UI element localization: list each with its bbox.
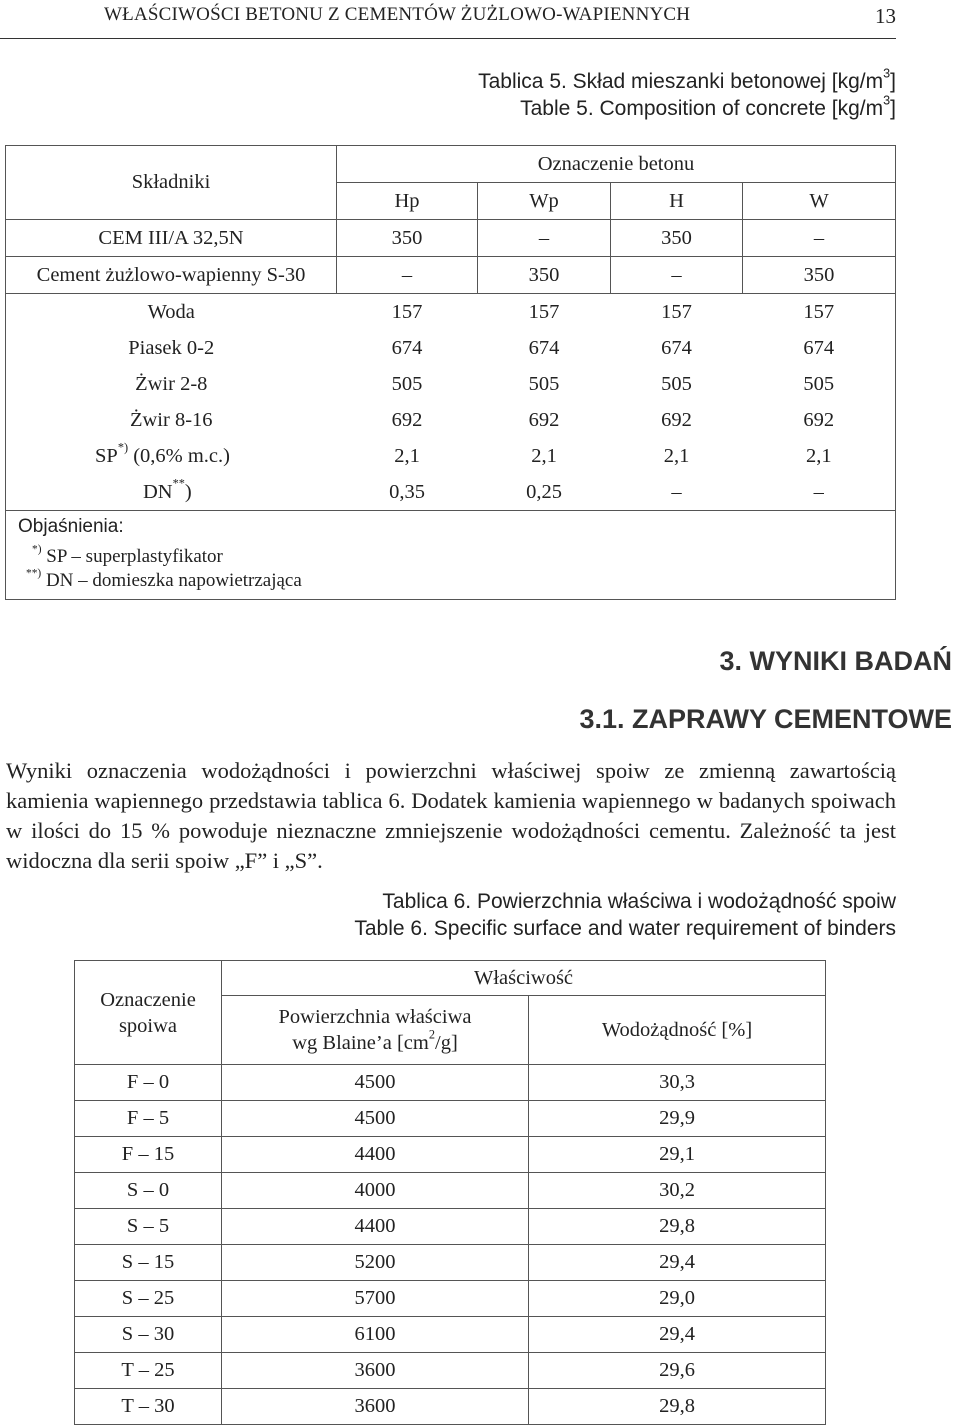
cell: 157 (391, 300, 423, 323)
cell: 692 (743, 402, 896, 438)
table5-caption-pl: Tablica 5. Skład mieszanki betonowej $[kg/m^3]$ (478, 66, 896, 93)
row-label: Woda (6, 294, 337, 331)
surface-value: 3600 (222, 1353, 529, 1389)
surface-value: 4400 (222, 1209, 529, 1245)
table6-group-header: Właściwość (222, 961, 826, 996)
cell: 692 (391, 408, 423, 431)
row-label: Cement żużlowo-wapienny S-30 (6, 257, 337, 294)
row-label: Żwir 2-8 (6, 366, 337, 402)
water-value: 30,3 (529, 1065, 826, 1101)
table-row (75, 1173, 826, 1209)
cell: 505 (391, 372, 423, 395)
table5-col-header: H (611, 183, 743, 220)
cell: 350 (337, 220, 478, 257)
cell: 692 (661, 408, 692, 431)
row-label: DN**) (6, 474, 337, 511)
cell: 2,1 (394, 444, 420, 467)
water-value: 29,0 (529, 1281, 826, 1317)
table-row (6, 220, 896, 257)
cell: 674 (743, 330, 896, 366)
table-row (6, 366, 896, 402)
surface-value: 6100 (222, 1317, 529, 1353)
water-value: 29,4 (529, 1245, 826, 1281)
surface-value: 4500 (222, 1065, 529, 1101)
table-row (6, 438, 896, 474)
cell: 157 (528, 300, 560, 323)
water-value: 29,8 (529, 1209, 826, 1245)
note-dn: **) DN – domieszka napowietrzająca (26, 567, 302, 591)
cell: 157 (661, 300, 692, 323)
table6-caption-pl: Tablica 6. Powierzchnia właściwa i wodożądność spoiw (382, 890, 896, 913)
table5-group-header: Oznaczenie betonu (337, 146, 896, 183)
water-value: 29,9 (529, 1101, 826, 1137)
cell: 505 (661, 372, 692, 395)
cell: – (743, 474, 896, 511)
row-label: CEM III/A 32,5N (6, 220, 337, 257)
table-row (6, 330, 896, 366)
binder-label: T – 30 (75, 1389, 222, 1425)
cell: 157 (743, 294, 896, 331)
row-label: SP*) (0,6% m.c.) (6, 438, 337, 474)
table-row (75, 1389, 826, 1425)
binder-label: F – 15 (75, 1137, 222, 1173)
page-number: 13 (875, 4, 896, 28)
table5-caption (478, 68, 896, 122)
surface-value: 5200 (222, 1245, 529, 1281)
table6-caption-en: Table 6. Specific surface and water requirement of binders (354, 917, 896, 940)
table6 (74, 960, 826, 1425)
row-label: Żwir 8-16 (6, 402, 337, 438)
binder-label: S – 30 (75, 1317, 222, 1353)
table-row (75, 1353, 826, 1389)
table5-col-header: W (743, 183, 896, 220)
cell: 2,1 (663, 444, 690, 467)
surface-value: 4000 (222, 1173, 529, 1209)
table-row (6, 474, 896, 511)
cell: – (611, 257, 743, 294)
cell: 674 (661, 336, 692, 359)
note-sp: *) SP – superplastyfikator (32, 543, 223, 567)
table5-col-header: Hp (337, 183, 478, 220)
water-value: 29,6 (529, 1353, 826, 1389)
cell: – (337, 257, 478, 294)
table5 (5, 145, 896, 600)
table-row (6, 402, 896, 438)
water-value: 30,2 (529, 1173, 826, 1209)
binder-label: F – 0 (75, 1065, 222, 1101)
binder-label: F – 5 (75, 1101, 222, 1137)
table-row (75, 1209, 826, 1245)
table-row (75, 1317, 826, 1353)
table-row (6, 257, 896, 294)
table-row (75, 1281, 826, 1317)
table6-caption (354, 888, 896, 942)
surface-value: 4400 (222, 1137, 529, 1173)
cell: 350 (611, 220, 743, 257)
surface-value: 3600 (222, 1389, 529, 1425)
table-row (75, 1245, 826, 1281)
cell: 505 (528, 372, 560, 395)
cell: 692 (528, 408, 560, 431)
cell: 674 (528, 336, 560, 359)
table-row (75, 1101, 826, 1137)
cell: 2,1 (531, 444, 557, 467)
surface-value: 4500 (222, 1101, 529, 1137)
cell: – (671, 480, 682, 503)
row-label: Piasek 0-2 (6, 330, 337, 366)
running-header (0, 0, 896, 39)
water-value: 29,8 (529, 1389, 826, 1425)
cell: 0,35 (389, 480, 425, 503)
table5-notes (6, 511, 896, 600)
table-row (6, 294, 896, 331)
table-row (75, 1065, 826, 1101)
cell: – (478, 220, 611, 257)
cell: 505 (743, 366, 896, 402)
binder-label: S – 15 (75, 1245, 222, 1281)
table5-col-header: Wp (478, 183, 611, 220)
table6-col1-header: Oznaczenie spoiwa (75, 961, 222, 1065)
notes-title: Objaśnienia: (18, 516, 124, 537)
table5-caption-en: Table 5. Composition of concrete $[kg/m^3]$ (520, 93, 896, 120)
table6-col3-header: Wodożądność [%] (529, 996, 826, 1065)
running-title: WŁAŚCIWOŚCI BETONU Z CEMENTÓW ŻUŻLOWO-WAPIENNYCH (104, 4, 691, 25)
subsection-heading: 3.1. ZAPRAWY CEMENTOWE (579, 704, 952, 734)
binder-label: S – 0 (75, 1173, 222, 1209)
surface-value: 5700 (222, 1281, 529, 1317)
binder-label: S – 5 (75, 1209, 222, 1245)
table-row (75, 1137, 826, 1173)
cell: 2,1 (743, 438, 896, 474)
section-heading: 3. WYNIKI BADAŃ (719, 646, 952, 676)
cell: – (743, 220, 896, 257)
binder-label: S – 25 (75, 1281, 222, 1317)
cell: 0,25 (526, 480, 562, 503)
table5-col-label: Składniki (6, 146, 337, 220)
water-value: 29,1 (529, 1137, 826, 1173)
binder-label: T – 25 (75, 1353, 222, 1389)
cell: 674 (391, 336, 423, 359)
body-paragraph: Wyniki oznaczenia wodożądności i powierzchni właściwej spoiw ze zmienną zawartością kamienia wapiennego przedstawia tablica 6. Dodatek kamienia wapiennego w badanych spoiwach w ilości do 15 % powoduje nieznaczne zmniejszenie wodożądności cementu. Zależność ta jest widoczna dla serii spoiw „F” i „S”. (6, 758, 896, 873)
table6-col2-header: Powierzchnia właściwa wg Blaine’a $[cm^2/g]$ (222, 996, 529, 1065)
cell: 350 (743, 257, 896, 294)
water-value: 29,4 (529, 1317, 826, 1353)
cell: 350 (478, 257, 611, 294)
